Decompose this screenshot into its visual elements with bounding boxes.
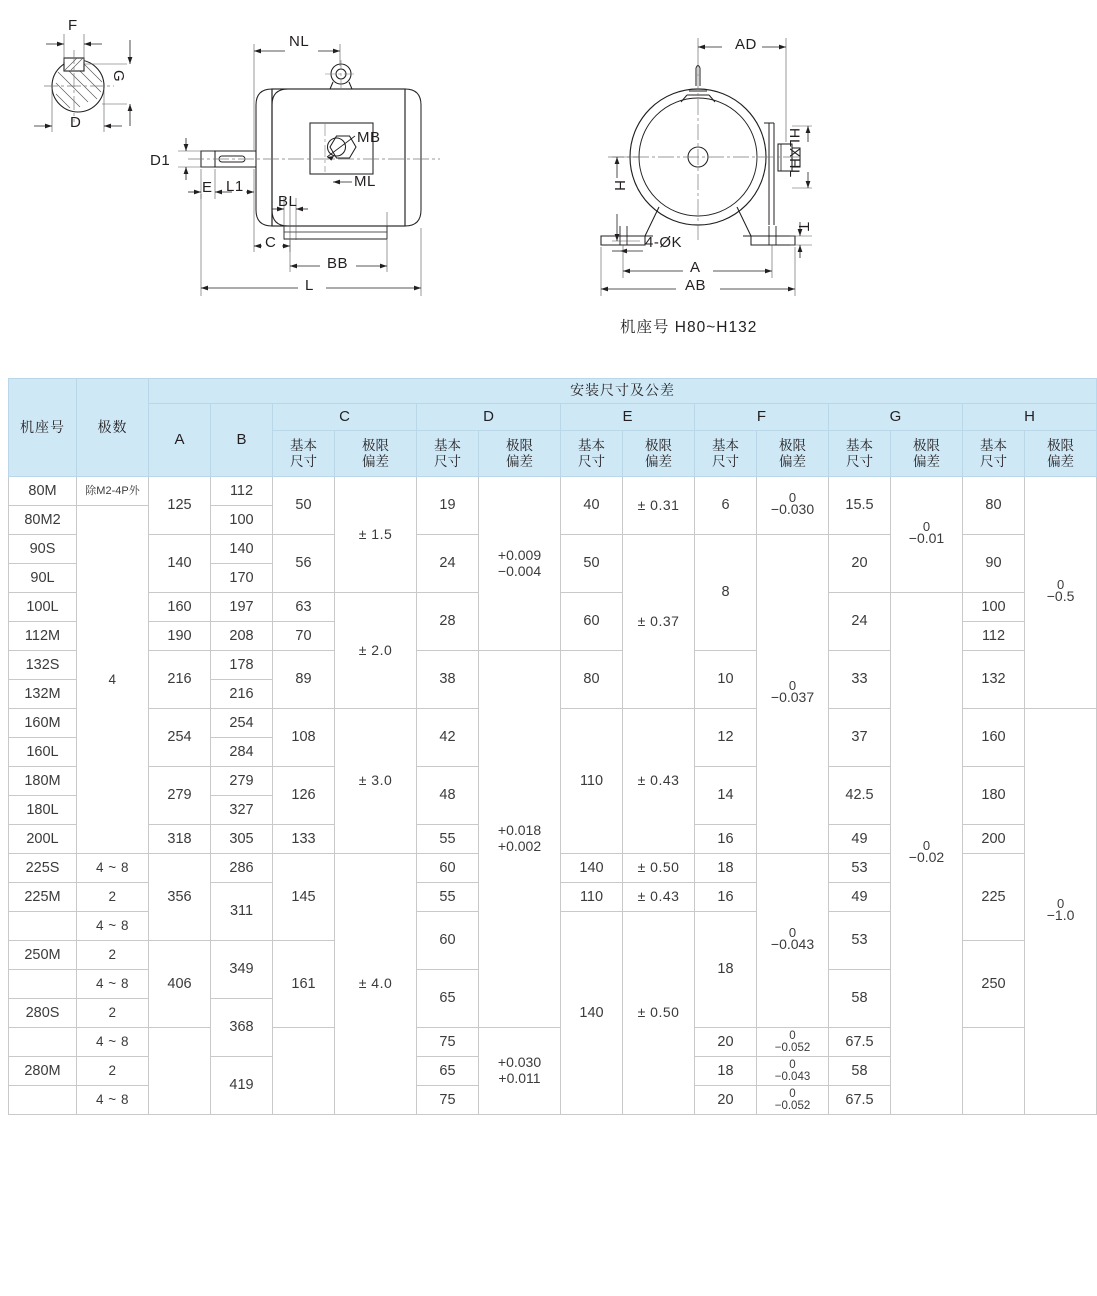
label-L1: L1 [226, 178, 244, 195]
cell-frame-number: 80M [9, 477, 77, 506]
cell-dim-D: 48 [417, 767, 479, 825]
cell-dim-D: 65 [417, 970, 479, 1028]
cell-frame-number: 132M [9, 680, 77, 709]
cell-dim-B: 279 [211, 767, 273, 796]
cell-frame-number: 160L [9, 738, 77, 767]
cell-tol-E: ± 0.37 [623, 535, 695, 709]
label-E: E [202, 179, 213, 196]
label-NL: NL [289, 33, 310, 50]
cell-dim-E: 110 [561, 709, 623, 854]
cell-dim-F: 16 [695, 883, 757, 912]
cell-pole-number: 2 [77, 883, 149, 912]
cell-dim-B: 327 [211, 796, 273, 825]
cell-tol-F: 0 −0.052 [757, 1086, 829, 1115]
cell-dim-H: 100 [963, 593, 1025, 622]
header-frame-number: 机座号 [9, 379, 77, 477]
cell-pole-number: 4 ~ 8 [77, 1086, 149, 1115]
cell-dim-B: 254 [211, 709, 273, 738]
cell-dim-A [149, 1028, 211, 1115]
cell-dim-F: 6 [695, 477, 757, 535]
label-L: L [305, 277, 314, 294]
cell-dim-B: 286 [211, 854, 273, 883]
label-H: H [611, 180, 628, 192]
dimension-table-wrapper [8, 378, 1075, 1115]
cell-frame-number [9, 970, 77, 999]
cell-dim-B: 170 [211, 564, 273, 593]
cell-dim-B: 140 [211, 535, 273, 564]
cell-tol-H: 0 −1.0 [1025, 709, 1097, 1115]
header-sub-tol-D: 极限 偏差 [479, 431, 561, 477]
cell-frame-number: 225S [9, 854, 77, 883]
cell-dim-G: 58 [829, 1057, 891, 1086]
cell-dim-B: 216 [211, 680, 273, 709]
installation-dimension-table [8, 378, 1097, 1115]
cell-dim-B: 100 [211, 506, 273, 535]
cell-dim-D: 65 [417, 1057, 479, 1086]
cell-dim-E: 80 [561, 651, 623, 709]
table-body [9, 477, 1097, 1115]
header-sub-tol-F: 极限 偏差 [757, 431, 829, 477]
drawing-caption: 机座号 H80~H132 [620, 319, 758, 336]
cell-pole-number: 4 ~ 8 [77, 912, 149, 941]
cell-tol-E: ± 0.50 [623, 912, 695, 1115]
cell-frame-number: 280S [9, 999, 77, 1028]
cell-dim-F: 14 [695, 767, 757, 825]
cell-tol-E: ± 0.43 [623, 709, 695, 854]
cell-frame-number: 80M2 [9, 506, 77, 535]
header-dim-A: A [149, 404, 211, 477]
cell-pole-number: 2 [77, 941, 149, 970]
cell-dim-C: 70 [273, 622, 335, 651]
cell-frame-number [9, 1028, 77, 1057]
label-T: T [795, 222, 812, 233]
header-dim-F: F [695, 404, 829, 431]
cell-dim-H: 225 [963, 854, 1025, 941]
cell-dim-F: 18 [695, 912, 757, 1028]
cell-dim-E: 140 [561, 854, 623, 883]
header-dim-D: D [417, 404, 561, 431]
cell-frame-number: 100L [9, 593, 77, 622]
cell-tol-D: +0.018 +0.002 [479, 651, 561, 1028]
cell-dim-G: 42.5 [829, 767, 891, 825]
cell-dim-A: 160 [149, 593, 211, 622]
cell-dim-E: 60 [561, 593, 623, 651]
header-sub-basic-H: 基本 尺寸 [963, 431, 1025, 477]
cell-dim-H: 180 [963, 767, 1025, 825]
header-sub-basic-E: 基本 尺寸 [561, 431, 623, 477]
cell-dim-A: 406 [149, 941, 211, 1028]
cell-dim-B: 311 [211, 883, 273, 941]
cell-dim-F: 20 [695, 1028, 757, 1057]
cell-dim-D: 55 [417, 825, 479, 854]
cell-tol-H: 0 −0.5 [1025, 477, 1097, 709]
cell-tol-G: 0 −0.02 [891, 593, 963, 1115]
cell-dim-D: 19 [417, 477, 479, 535]
label-G: G [110, 70, 127, 83]
cell-dim-A: 190 [149, 622, 211, 651]
cell-dim-F: 18 [695, 1057, 757, 1086]
cell-dim-G: 20 [829, 535, 891, 593]
cell-dim-E: 50 [561, 535, 623, 593]
cell-dim-G: 53 [829, 854, 891, 883]
cell-tol-F: 0 −0.052 [757, 1028, 829, 1057]
cell-dim-D: 60 [417, 912, 479, 970]
cell-dim-C: 63 [273, 593, 335, 622]
cell-dim-G: 58 [829, 970, 891, 1028]
cell-tol-E: ± 0.50 [623, 854, 695, 883]
cell-pole-number: 4 ~ 8 [77, 854, 149, 883]
label-F: F [68, 17, 78, 34]
cell-frame-number: 180M [9, 767, 77, 796]
cell-tol-D: +0.030 +0.011 [479, 1028, 561, 1115]
cell-tol-E: ± 0.31 [623, 477, 695, 535]
cell-dim-F: 8 [695, 535, 757, 651]
cell-dim-H: 90 [963, 535, 1025, 593]
cell-dim-C: 133 [273, 825, 335, 854]
cell-dim-E: 140 [561, 912, 623, 1115]
label-AB: AB [685, 277, 707, 294]
cell-pole-number: 4 ~ 8 [77, 970, 149, 999]
cell-tol-C: ± 4.0 [335, 854, 417, 1115]
cell-dim-H [963, 1028, 1025, 1115]
cell-dim-B: 112 [211, 477, 273, 506]
cell-dim-A: 216 [149, 651, 211, 709]
cell-dim-A: 125 [149, 477, 211, 535]
cell-tol-D: +0.009 −0.004 [479, 477, 561, 651]
header-dim-B: B [211, 404, 273, 477]
cell-dim-D: 75 [417, 1028, 479, 1057]
header-sub-basic-F: 基本 尺寸 [695, 431, 757, 477]
cell-dim-C: 56 [273, 535, 335, 593]
cell-pole-number: 2 [77, 999, 149, 1028]
header-dim-G: G [829, 404, 963, 431]
label-BB: BB [327, 255, 349, 272]
cell-dim-A: 254 [149, 709, 211, 767]
cell-dim-D: 38 [417, 651, 479, 709]
cell-dim-E: 40 [561, 477, 623, 535]
cell-dim-H: 132 [963, 651, 1025, 709]
label-D: D [70, 114, 82, 131]
cell-dim-G: 33 [829, 651, 891, 709]
cell-dim-H: 160 [963, 709, 1025, 767]
cell-dim-C: 126 [273, 767, 335, 825]
cell-dim-B: 419 [211, 1057, 273, 1115]
cell-dim-G: 49 [829, 883, 891, 912]
technical-drawings [0, 0, 1026, 360]
label-A: A [690, 259, 701, 276]
cell-dim-D: 55 [417, 883, 479, 912]
cell-dim-A: 140 [149, 535, 211, 593]
cell-dim-B: 349 [211, 941, 273, 999]
drawing-canvas [0, 0, 1026, 360]
header-dim-C: C [273, 404, 417, 431]
cell-dim-F: 10 [695, 651, 757, 709]
cell-dim-B: 368 [211, 999, 273, 1057]
cell-frame-number: 160M [9, 709, 77, 738]
cell-pole-number: 除M2-4P外 [77, 477, 149, 506]
cell-dim-C: 108 [273, 709, 335, 767]
header-sub-basic-C: 基本 尺寸 [273, 431, 335, 477]
cell-frame-number: 250M [9, 941, 77, 970]
cell-dim-H: 200 [963, 825, 1025, 854]
cell-frame-number: 90L [9, 564, 77, 593]
header-sub-basic-G: 基本 尺寸 [829, 431, 891, 477]
cell-dim-F: 18 [695, 854, 757, 883]
cell-dim-G: 49 [829, 825, 891, 854]
cell-tol-C: ± 3.0 [335, 709, 417, 854]
cell-dim-G: 37 [829, 709, 891, 767]
cell-pole-number: 4 ~ 8 [77, 1028, 149, 1057]
cell-frame-number [9, 912, 77, 941]
cell-dim-D: 24 [417, 535, 479, 593]
cell-dim-G: 67.5 [829, 1086, 891, 1115]
motor-end-view [601, 38, 812, 296]
cell-frame-number [9, 1086, 77, 1115]
cell-dim-D: 28 [417, 593, 479, 651]
cell-dim-B: 197 [211, 593, 273, 622]
cell-dim-C: 50 [273, 477, 335, 535]
header-sub-tol-H: 极限 偏差 [1025, 431, 1097, 477]
header-dim-H: H [963, 404, 1097, 431]
table-row [9, 477, 1097, 506]
header-sub-basic-D: 基本 尺寸 [417, 431, 479, 477]
cell-dim-G: 15.5 [829, 477, 891, 535]
cell-dim-D: 60 [417, 854, 479, 883]
cell-frame-number: 90S [9, 535, 77, 564]
cell-dim-A: 356 [149, 854, 211, 941]
cell-dim-H: 112 [963, 622, 1025, 651]
cell-dim-H: 80 [963, 477, 1025, 535]
header-sub-tol-G: 极限 偏差 [891, 431, 963, 477]
header-dim-E: E [561, 404, 695, 431]
cell-tol-C: ± 1.5 [335, 477, 417, 593]
cell-dim-B: 284 [211, 738, 273, 767]
cell-dim-D: 42 [417, 709, 479, 767]
cell-tol-E: ± 0.43 [623, 883, 695, 912]
cell-tol-F: 0 −0.043 [757, 1057, 829, 1086]
cell-dim-F: 12 [695, 709, 757, 767]
cell-frame-number: 180L [9, 796, 77, 825]
cell-pole-number: 2 [77, 1057, 149, 1086]
cell-frame-number: 200L [9, 825, 77, 854]
cell-dim-G: 24 [829, 593, 891, 651]
cell-tol-F: 0 −0.030 [757, 477, 829, 535]
cell-tol-G: 0 −0.01 [891, 477, 963, 593]
key-section-view [34, 34, 132, 132]
cell-dim-H: 250 [963, 941, 1025, 1028]
cell-dim-B: 305 [211, 825, 273, 854]
cell-dim-B: 208 [211, 622, 273, 651]
label-HLXHL: HLXHL [787, 128, 803, 179]
cell-dim-D: 75 [417, 1086, 479, 1115]
table-header [9, 379, 1097, 477]
cell-tol-F: 0 −0.037 [757, 535, 829, 854]
label-C: C [265, 234, 277, 251]
header-group-title: 安装尺寸及公差 [149, 379, 1097, 404]
header-pole-number: 极数 [77, 379, 149, 477]
cell-dim-G: 67.5 [829, 1028, 891, 1057]
cell-frame-number: 280M [9, 1057, 77, 1086]
cell-dim-A: 279 [149, 767, 211, 825]
label-MB: MB [357, 129, 381, 146]
cell-frame-number: 112M [9, 622, 77, 651]
cell-dim-C: 161 [273, 941, 335, 1028]
cell-pole-number: 4 [77, 506, 149, 854]
cell-dim-C [273, 1028, 335, 1115]
label-D1: D1 [150, 152, 171, 169]
label-AD: AD [735, 36, 757, 53]
cell-dim-A: 318 [149, 825, 211, 854]
label-BL: BL [278, 193, 298, 210]
motor-side-view [178, 44, 440, 296]
header-sub-tol-C: 极限 偏差 [335, 431, 417, 477]
label-4-phi-K: 4-ØK [645, 234, 683, 251]
cell-frame-number: 132S [9, 651, 77, 680]
cell-dim-C: 145 [273, 854, 335, 941]
label-ML: ML [354, 173, 376, 190]
cell-tol-F: 0 −0.043 [757, 854, 829, 1028]
cell-tol-C: ± 2.0 [335, 593, 417, 709]
header-sub-tol-E: 极限 偏差 [623, 431, 695, 477]
cell-dim-G: 53 [829, 912, 891, 970]
cell-dim-F: 20 [695, 1086, 757, 1115]
cell-dim-B: 178 [211, 651, 273, 680]
cell-frame-number: 225M [9, 883, 77, 912]
cell-dim-E: 110 [561, 883, 623, 912]
cell-dim-C: 89 [273, 651, 335, 709]
cell-dim-F: 16 [695, 825, 757, 854]
